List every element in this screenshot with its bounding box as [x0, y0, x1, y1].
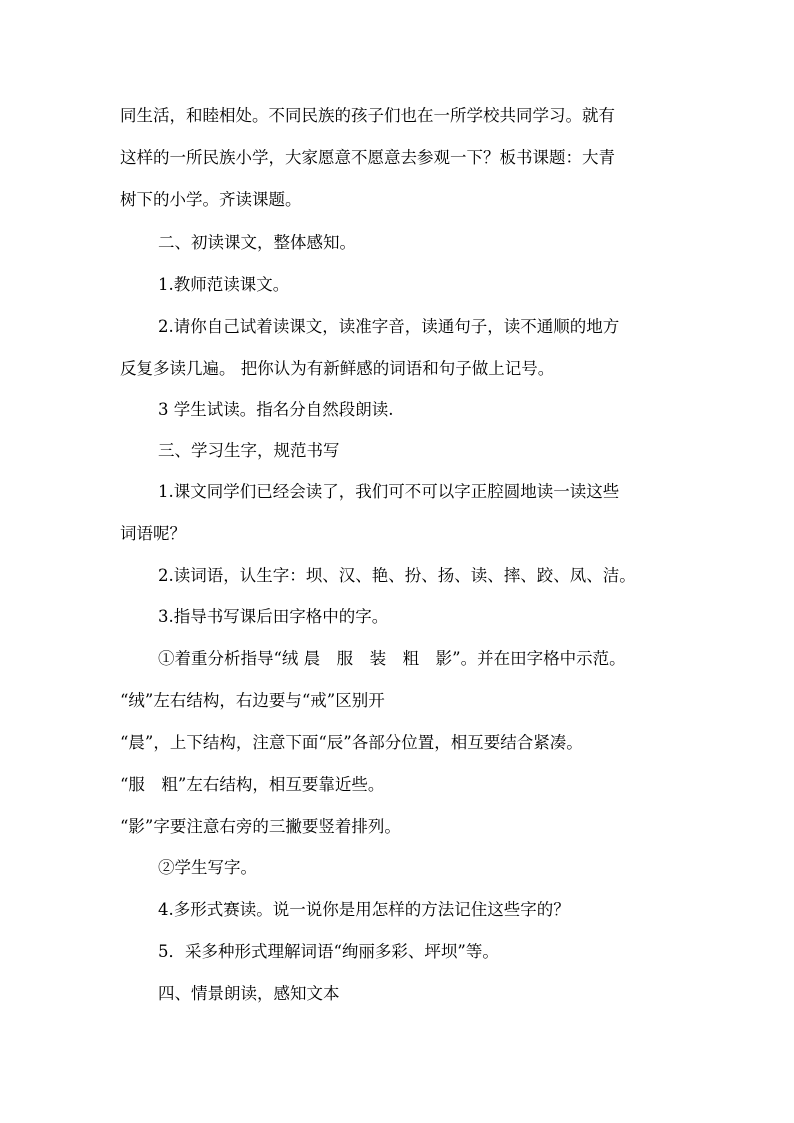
text-line-21: 5．采多种形式理解词语“绚丽多彩、坪坝”等。 — [158, 942, 499, 961]
section-heading-3: 三、学习生字，规范书写 — [158, 441, 340, 460]
text-line-15: “绒”左右结构，右边要与“戒”区别开 — [120, 691, 385, 710]
text-line-7: 反复多读几遍。 把你认为有新鲜感的词语和句子做上记号。 — [120, 359, 555, 378]
text-line-17: “服 粗”左右结构，相互要靠近些。 — [120, 775, 385, 794]
text-line-14: ①着重分析指导“绒 晨 服 装 粗 影”。并在田字格中示范。 — [158, 649, 626, 668]
text-line-20: 4.多形式赛读。说一说你是用怎样的方法记住这些字的？ — [158, 900, 570, 919]
text-line-18: “影”字要注意右旁的三撇要竖着排列。 — [120, 817, 401, 836]
text-line-11: 词语呢？ — [120, 524, 186, 543]
section-heading-4: 四、情景朗读，感知文本 — [158, 984, 340, 1003]
text-line-2: 这样的一所民族小学，大家愿意不愿意去参观一下？板书课题：大青 — [120, 148, 615, 167]
text-line-1: 同生活，和睦相处。不同民族的孩子们也在一所学校共同学习。就有 — [120, 106, 615, 125]
text-line-3: 树下的小学。齐读课题。 — [120, 190, 302, 209]
text-line-13: 3.指导书写课后田字格中的字。 — [158, 607, 389, 626]
text-line-10: 1.课文同学们已经会读了，我们可不可以字正腔圆地读一读这些 — [158, 482, 620, 501]
text-line-16: “晨”，上下结构，注意下面“辰”各部分位置，相互要结合紧凑。 — [120, 733, 583, 752]
text-line-5: 1.教师范读课文。 — [158, 275, 290, 294]
text-line-6: 2.请你自己试着读课文，读准字音，读通句子，读不通顺的地方 — [158, 317, 620, 336]
text-line-19: ②学生写字。 — [158, 858, 257, 877]
text-line-8: 3 学生试读。指名分自然段朗读. — [158, 400, 394, 419]
text-line-12: 2.读词语，认生字：坝、汉、艳、扮、扬、读、摔、跤、凤、洁。 — [158, 566, 636, 585]
section-heading-2: 二、初读课文，整体感知。 — [158, 233, 356, 252]
